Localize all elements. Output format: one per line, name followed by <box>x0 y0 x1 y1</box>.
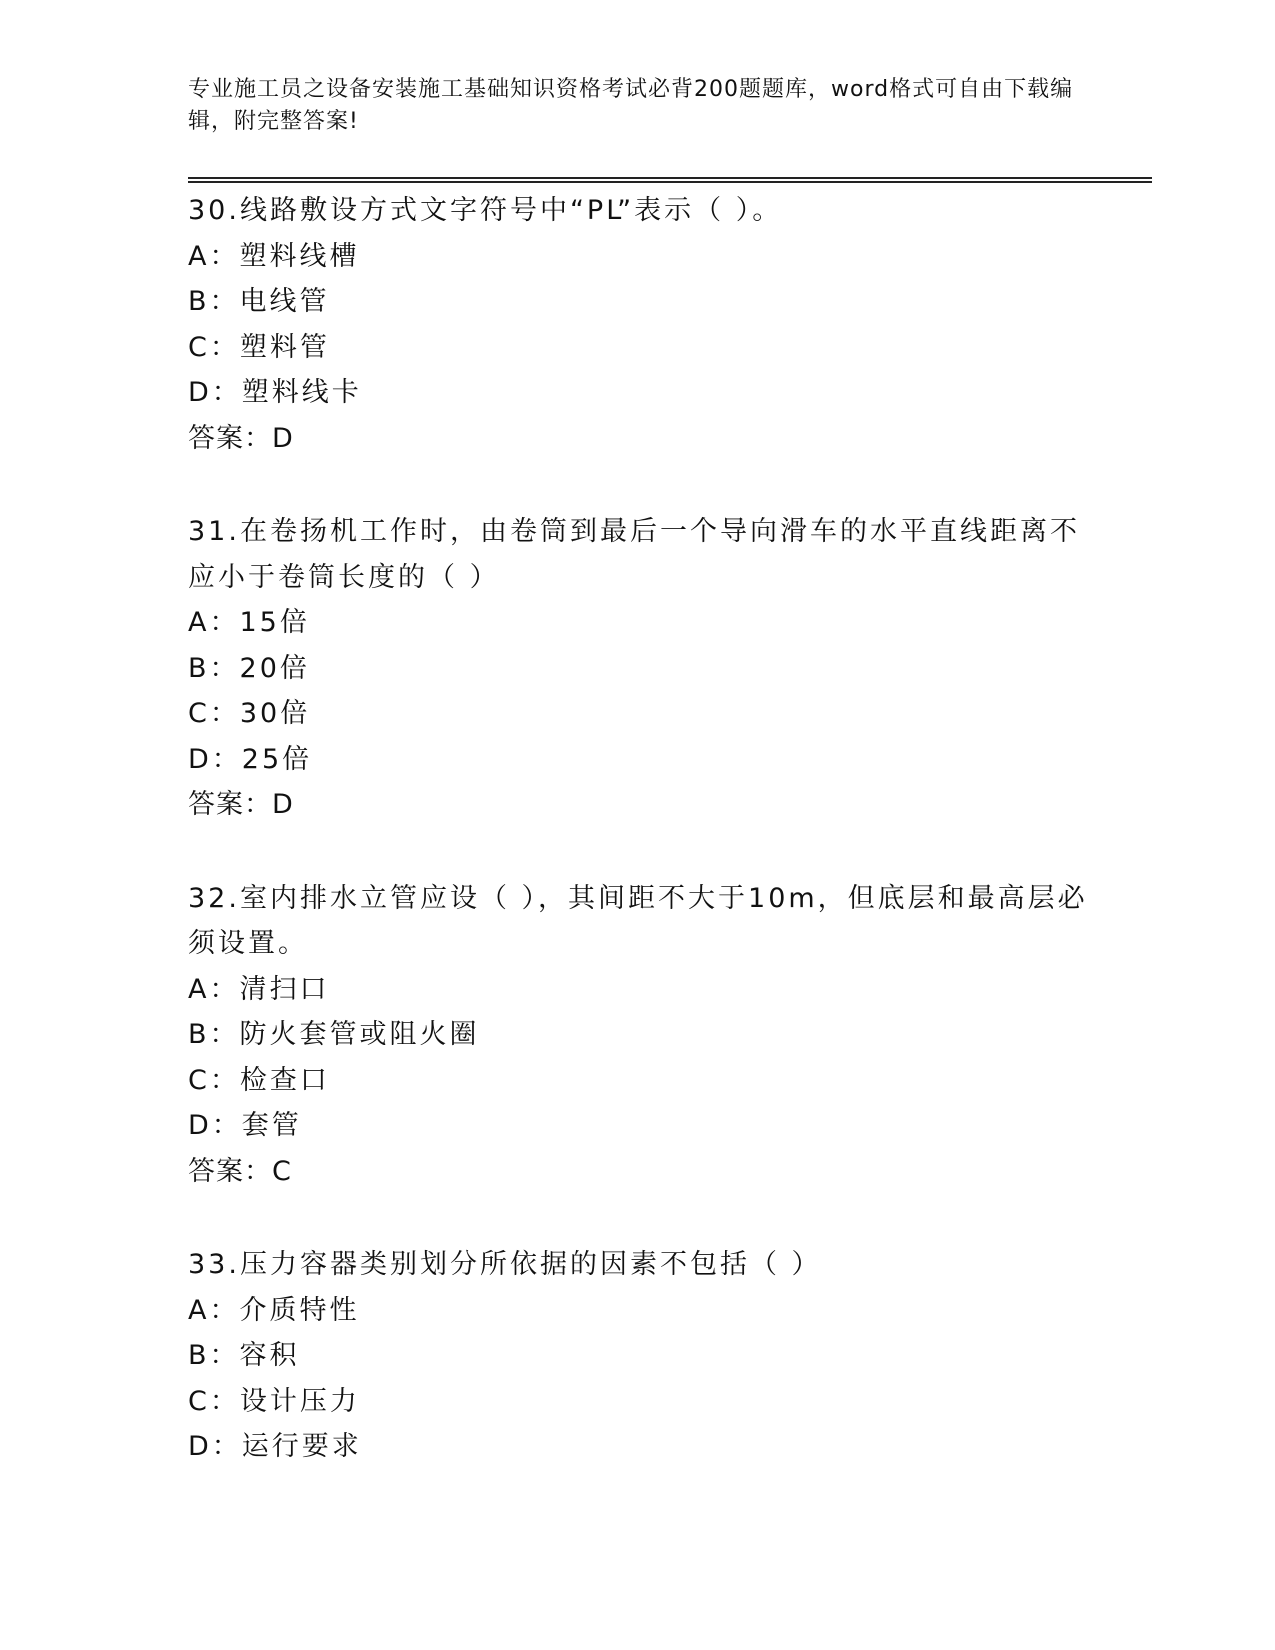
option-c: C：设计压力 <box>188 1385 360 1417</box>
question-30 <box>188 188 1108 461</box>
question-stem: 30.线路敷设方式文字符号中“PL”表示（ ）。 <box>188 195 783 226</box>
option-c: C：检查口 <box>188 1064 330 1096</box>
option-a: A：介质特性 <box>188 1294 360 1326</box>
question-33 <box>188 1242 1108 1470</box>
option-a: A：塑料线槽 <box>188 240 360 272</box>
option-d: D：25倍 <box>188 743 313 775</box>
question-stem: 32.室内排水立管应设（ ），其间距不大于10m，但底层和最高层必须设置。 <box>188 882 1088 959</box>
question-32 <box>188 876 1108 1195</box>
option-a: A：15倍 <box>188 607 310 638</box>
answer-line: 答案：D <box>188 789 294 820</box>
option-d: D：运行要求 <box>188 1431 362 1462</box>
header-divider-bottom <box>188 181 1152 183</box>
question-stem: 33.压力容器类别划分所依据的因素不包括（ ） <box>188 1249 822 1280</box>
option-b: B：20倍 <box>188 652 310 684</box>
question-list <box>188 188 1108 1518</box>
option-c: C：30倍 <box>188 698 311 729</box>
answer-line: 答案：C <box>188 1155 292 1187</box>
question-31 <box>188 509 1108 828</box>
document-header: 专业施工员之设备安装施工基础知识资格考试必背200题题库，word格式可自由下载编辑，附完整答案! <box>188 77 1074 134</box>
answer-line: 答案：D <box>188 422 294 454</box>
header-divider-top <box>188 177 1152 179</box>
option-d: D：套管 <box>188 1110 302 1141</box>
option-c: C：塑料管 <box>188 331 330 363</box>
option-b: B：容积 <box>188 1340 300 1371</box>
option-b: B：防火套管或阻火圈 <box>188 1019 480 1050</box>
option-b: B：电线管 <box>188 286 330 317</box>
option-d: D：塑料线卡 <box>188 377 362 408</box>
question-stem: 31.在卷扬机工作时，由卷筒到最后一个导向滑车的水平直线距离不应小于卷筒长度的（ ） <box>188 516 1080 593</box>
option-a: A：清扫口 <box>188 973 330 1005</box>
